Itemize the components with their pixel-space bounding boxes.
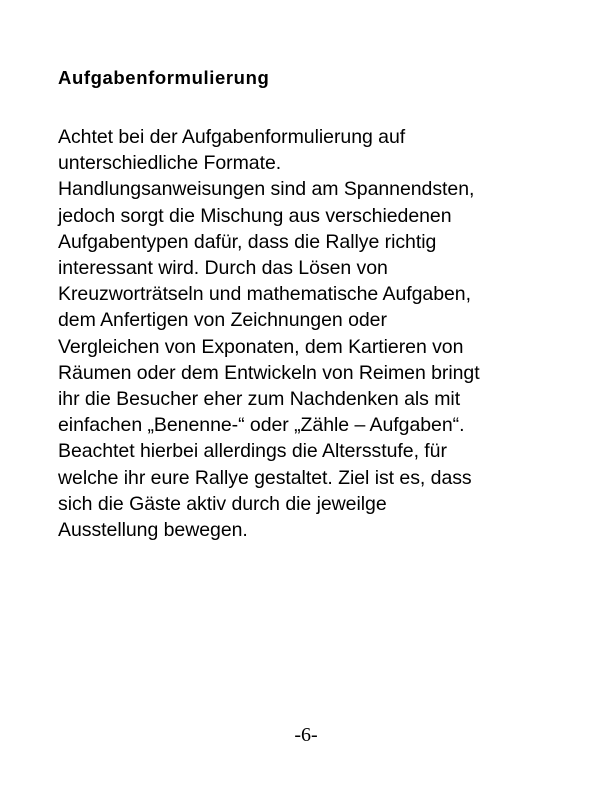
paragraph-line: Ausstellung bewegen. [58, 519, 248, 542]
paragraph-line: Handlungsanweisungen sind am Spannendsten, [58, 178, 475, 201]
paragraph-line: einfachen „Benenne-“ oder „Zähle – Aufgaben“. [58, 414, 465, 437]
paragraph-line: Achtet bei der Aufgabenformulierung auf [58, 126, 406, 148]
paragraph-line: ihr die Besucher eher zum Nachdenken als mit [58, 388, 461, 411]
paragraph-line: Beachtet hierbei allerdings die Altersstufe, für [58, 440, 447, 463]
page-number: -6- [294, 724, 318, 746]
paragraph-line: interessant wird. Durch das Lösen von [58, 257, 388, 280]
paragraph-line: jedoch sorgt die Mischung aus verschiedenen [58, 204, 452, 227]
paragraph-line: Vergleichen von Exponaten, dem Kartieren von [58, 335, 464, 358]
paragraph-line: sich die Gäste aktiv durch die jeweilge [58, 492, 387, 515]
paragraph-line: Kreuzworträtseln und mathematische Aufgaben, [58, 283, 471, 306]
paragraph-line: unterschiedliche Formate. [58, 152, 282, 175]
paragraph-line: welche ihr eure Rallye gestaltet. Ziel ist es, dass [58, 466, 472, 489]
paragraph-line: Räumen oder dem Entwickeln von Reimen bringt [58, 361, 480, 384]
body-paragraph [58, 124, 558, 543]
paragraph-line: Aufgabentypen dafür, dass die Rallye richtig [58, 230, 437, 253]
section-heading: Aufgabenformulierung [58, 67, 270, 88]
paragraph-line: dem Anfertigen von Zeichnungen oder [58, 309, 387, 332]
